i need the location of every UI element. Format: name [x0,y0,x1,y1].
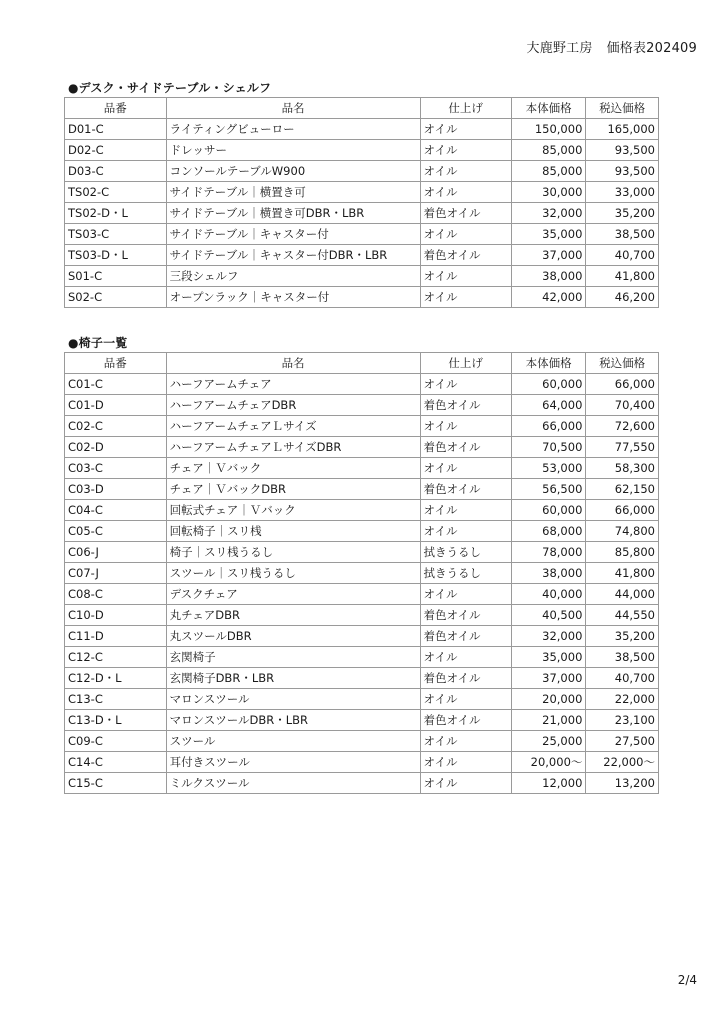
cell-product-name: 耳付きスツール [166,752,420,773]
table-row [65,542,659,563]
table-row [65,689,659,710]
cell-base-price: 25,000 [511,731,586,752]
cell-product-code: D02-C [65,140,167,161]
header-product-code: 品番 [65,98,167,119]
table-row [65,710,659,731]
cell-product-code: D03-C [65,161,167,182]
cell-product-code: TS03-D・L [65,245,167,266]
cell-base-price: 20,000～ [511,752,586,773]
cell-base-price: 68,000 [511,521,586,542]
cell-tax-price: 85,800 [586,542,659,563]
table-row [65,668,659,689]
cell-product-name: コンソールテーブルW900 [166,161,420,182]
table-row [65,182,659,203]
cell-product-name: チェア｜Ｖバック [166,458,420,479]
cell-product-code: C03-D [65,479,167,500]
cell-base-price: 38,000 [511,266,586,287]
document-title: 価格表202409 [606,41,697,56]
cell-tax-price: 41,800 [586,563,659,584]
cell-product-name: デスクチェア [166,584,420,605]
cell-tax-price: 44,000 [586,584,659,605]
table-row [65,773,659,794]
cell-tax-price: 165,000 [586,119,659,140]
cell-base-price: 78,000 [511,542,586,563]
cell-product-name: スツール｜スリ桟うるし [166,563,420,584]
cell-finish: オイル [420,773,511,794]
cell-product-code: C14-C [65,752,167,773]
cell-product-code: C12-C [65,647,167,668]
table-row [65,374,659,395]
header-product-name: 品名 [166,353,420,374]
cell-finish: 着色オイル [420,437,511,458]
cell-finish: オイル [420,140,511,161]
cell-base-price: 20,000 [511,689,586,710]
cell-base-price: 42,000 [511,287,586,308]
table-row [65,161,659,182]
cell-product-name: 玄関椅子 [166,647,420,668]
cell-product-code: C02-C [65,416,167,437]
header-product-code: 品番 [65,353,167,374]
cell-finish: 着色オイル [420,626,511,647]
cell-product-code: C07-J [65,563,167,584]
cell-finish: オイル [420,161,511,182]
table-row [65,203,659,224]
table-row [65,245,659,266]
section-title-chairs: ●椅子一覧 [68,336,128,350]
cell-product-code: C01-C [65,374,167,395]
cell-finish: 着色オイル [420,605,511,626]
cell-product-name: サイドテーブル｜キャスター付DBR・LBR [166,245,420,266]
cell-tax-price: 72,600 [586,416,659,437]
cell-product-name: マロンスツール [166,689,420,710]
cell-product-code: C04-C [65,500,167,521]
cell-product-code: C05-C [65,521,167,542]
cell-tax-price: 22,000～ [586,752,659,773]
cell-base-price: 35,000 [511,647,586,668]
cell-base-price: 32,000 [511,626,586,647]
cell-product-code: C13-D・L [65,710,167,731]
table-row [65,521,659,542]
cell-finish: オイル [420,458,511,479]
cell-product-code: C11-D [65,626,167,647]
cell-finish: オイル [420,119,511,140]
table-row [65,140,659,161]
page-number: 2/4 [677,973,697,987]
cell-base-price: 60,000 [511,500,586,521]
cell-product-code: C06-J [65,542,167,563]
cell-finish: 拭きうるし [420,542,511,563]
cell-product-name: スツール [166,731,420,752]
price-table-desk [64,97,659,308]
table-row [65,458,659,479]
cell-tax-price: 70,400 [586,395,659,416]
cell-finish: 拭きうるし [420,563,511,584]
cell-tax-price: 38,500 [586,647,659,668]
cell-product-name: 玄関椅子DBR・LBR [166,668,420,689]
cell-finish: オイル [420,224,511,245]
cell-base-price: 53,000 [511,458,586,479]
cell-base-price: 40,000 [511,584,586,605]
cell-base-price: 150,000 [511,119,586,140]
cell-finish: オイル [420,182,511,203]
table-row [65,266,659,287]
cell-finish: 着色オイル [420,710,511,731]
cell-product-name: ハーフアームチェアDBR [166,395,420,416]
cell-product-code: C12-D・L [65,668,167,689]
cell-base-price: 56,500 [511,479,586,500]
table-row [65,287,659,308]
table-row [65,752,659,773]
cell-product-name: 椅子｜スリ桟うるし [166,542,420,563]
cell-finish: 着色オイル [420,395,511,416]
section-title-desk: ●デスク・サイドテーブル・シェルフ [68,81,272,95]
cell-finish: オイル [420,647,511,668]
cell-base-price: 70,500 [511,437,586,458]
cell-tax-price: 33,000 [586,182,659,203]
cell-product-code: S02-C [65,287,167,308]
table-row [65,563,659,584]
table-row [65,416,659,437]
table-row [65,500,659,521]
cell-product-name: ライティングビューロー [166,119,420,140]
cell-tax-price: 66,000 [586,500,659,521]
cell-base-price: 38,000 [511,563,586,584]
cell-tax-price: 74,800 [586,521,659,542]
cell-tax-price: 27,500 [586,731,659,752]
table-header-row [65,98,659,119]
cell-product-name: オープンラック｜キャスター付 [166,287,420,308]
table-row [65,605,659,626]
cell-tax-price: 77,550 [586,437,659,458]
cell-product-name: ハーフアームチェアＬサイズ [166,416,420,437]
header-finish: 仕上げ [420,353,511,374]
brand-name: 大鹿野工房 [526,41,593,56]
cell-finish: オイル [420,689,511,710]
cell-finish: オイル [420,416,511,437]
cell-base-price: 64,000 [511,395,586,416]
cell-tax-price: 13,200 [586,773,659,794]
cell-product-name: マロンスツールDBR・LBR [166,710,420,731]
table-row [65,647,659,668]
cell-base-price: 30,000 [511,182,586,203]
cell-product-name: サイドテーブル｜キャスター付 [166,224,420,245]
cell-tax-price: 23,100 [586,710,659,731]
cell-base-price: 60,000 [511,374,586,395]
cell-product-name: 回転式チェア｜Ｖバック [166,500,420,521]
header-base-price: 本体価格 [511,353,586,374]
cell-base-price: 85,000 [511,140,586,161]
price-table-chairs [64,352,659,794]
cell-tax-price: 40,700 [586,245,659,266]
cell-finish: 着色オイル [420,203,511,224]
cell-tax-price: 93,500 [586,161,659,182]
cell-product-code: S01-C [65,266,167,287]
cell-product-code: C10-D [65,605,167,626]
cell-product-code: C13-C [65,689,167,710]
cell-finish: オイル [420,266,511,287]
cell-base-price: 12,000 [511,773,586,794]
cell-base-price: 21,000 [511,710,586,731]
cell-tax-price: 35,200 [586,626,659,647]
cell-product-code: C02-D [65,437,167,458]
cell-finish: オイル [420,731,511,752]
page-header [527,37,697,56]
table-row [65,479,659,500]
cell-product-code: C03-C [65,458,167,479]
cell-base-price: 85,000 [511,161,586,182]
header-product-name: 品名 [166,98,420,119]
cell-tax-price: 46,200 [586,287,659,308]
table-row [65,626,659,647]
cell-base-price: 37,000 [511,245,586,266]
table-row [65,119,659,140]
cell-tax-price: 93,500 [586,140,659,161]
cell-tax-price: 22,000 [586,689,659,710]
cell-product-code: C08-C [65,584,167,605]
cell-product-name: チェア｜ＶバックDBR [166,479,420,500]
cell-tax-price: 66,000 [586,374,659,395]
header-finish: 仕上げ [420,98,511,119]
cell-product-code: D01-C [65,119,167,140]
cell-product-code: TS03-C [65,224,167,245]
cell-base-price: 32,000 [511,203,586,224]
cell-product-code: C01-D [65,395,167,416]
cell-base-price: 66,000 [511,416,586,437]
cell-tax-price: 44,550 [586,605,659,626]
table-row [65,395,659,416]
cell-finish: オイル [420,521,511,542]
cell-product-name: ハーフアームチェア [166,374,420,395]
cell-finish: 着色オイル [420,668,511,689]
table-row [65,224,659,245]
cell-product-name: 三段シェルフ [166,266,420,287]
cell-product-code: C15-C [65,773,167,794]
cell-base-price: 37,000 [511,668,586,689]
cell-finish: 着色オイル [420,479,511,500]
header-base-price: 本体価格 [511,98,586,119]
cell-finish: オイル [420,584,511,605]
cell-tax-price: 40,700 [586,668,659,689]
table-row [65,731,659,752]
header-tax-price: 税込価格 [586,98,659,119]
cell-base-price: 40,500 [511,605,586,626]
cell-product-name: ドレッサー [166,140,420,161]
cell-product-code: TS02-D・L [65,203,167,224]
cell-tax-price: 35,200 [586,203,659,224]
cell-product-name: サイドテーブル｜横置き可 [166,182,420,203]
cell-finish: オイル [420,500,511,521]
cell-finish: オイル [420,752,511,773]
table-row [65,584,659,605]
cell-tax-price: 62,150 [586,479,659,500]
cell-product-code: C09-C [65,731,167,752]
cell-tax-price: 41,800 [586,266,659,287]
cell-finish: オイル [420,287,511,308]
table-row [65,437,659,458]
cell-product-name: サイドテーブル｜横置き可DBR・LBR [166,203,420,224]
cell-product-name: ミルクスツール [166,773,420,794]
cell-base-price: 35,000 [511,224,586,245]
header-tax-price: 税込価格 [586,353,659,374]
cell-product-name: 丸チェアDBR [166,605,420,626]
cell-tax-price: 38,500 [586,224,659,245]
cell-product-name: 回転椅子｜スリ桟 [166,521,420,542]
cell-finish: オイル [420,374,511,395]
cell-product-name: 丸スツールDBR [166,626,420,647]
table-header-row [65,353,659,374]
cell-finish: 着色オイル [420,245,511,266]
cell-product-name: ハーフアームチェアＬサイズDBR [166,437,420,458]
cell-tax-price: 58,300 [586,458,659,479]
cell-product-code: TS02-C [65,182,167,203]
